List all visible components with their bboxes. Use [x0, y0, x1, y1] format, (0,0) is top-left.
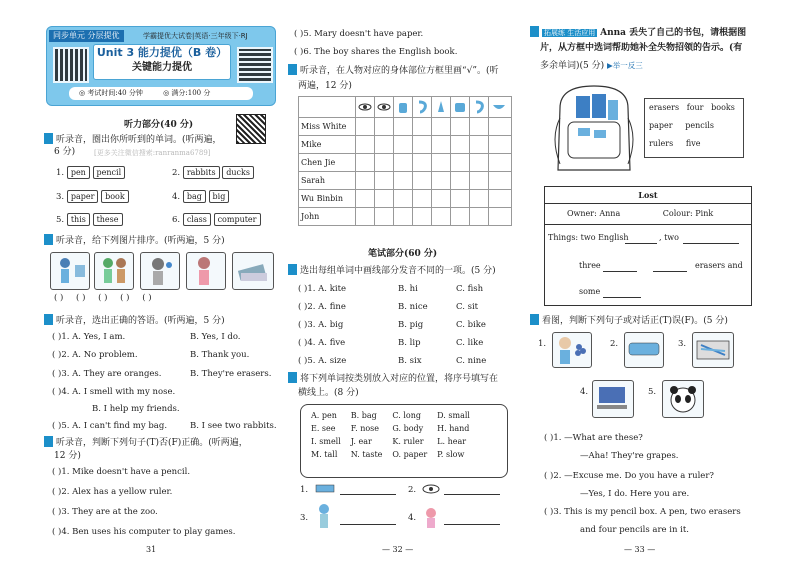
tf-item: ( )2. Alex has a yellow ruler.	[52, 487, 173, 497]
word-choice: 4. bag big	[172, 190, 229, 203]
s5-points: 两遍，12 分)	[298, 81, 352, 91]
phonics-row: ( )3. A. big B. pig C. bike	[298, 320, 486, 330]
word-choice-box	[644, 98, 744, 158]
category-blank: 4.	[408, 513, 417, 523]
unit-subtitle: 关键能力提优	[132, 62, 192, 73]
section-badge-icon	[530, 314, 539, 325]
answer-row: B. I help my friends.	[92, 404, 180, 414]
word-option[interactable]: computer	[214, 213, 261, 226]
tf-item: ( )3. They are at the zoo.	[52, 507, 158, 517]
eye-picture	[422, 484, 440, 494]
word-bank-box	[300, 404, 508, 478]
picture-pencil-box	[692, 332, 734, 368]
order-blank[interactable]: ( )	[54, 293, 64, 303]
tf-item: ( )4. Ben uses his computer to play games.	[52, 527, 236, 537]
example-link[interactable]: ▶举一反三	[607, 61, 643, 70]
answer-line[interactable]	[653, 271, 687, 272]
tf-item: ( )1. Mike doesn't have a pencil.	[52, 467, 191, 477]
exam-score: ◎ 满分:100 分	[163, 89, 211, 97]
answer-line[interactable]	[444, 494, 500, 495]
pic-number: 5.	[648, 387, 657, 397]
answer-line[interactable]	[340, 494, 396, 495]
lost-two: , two	[659, 233, 679, 242]
answer-line[interactable]	[340, 524, 396, 525]
section-badge-icon	[44, 314, 53, 325]
table-row: Wu Binbin	[299, 190, 512, 208]
picture-girl-smell	[186, 252, 226, 290]
unit-header	[46, 26, 276, 106]
section-badge-icon	[288, 372, 297, 383]
lost-title: Lost	[545, 187, 751, 204]
word-row: E. see F. nose G. body H. hand	[311, 424, 470, 433]
bank-word: paper	[649, 121, 673, 130]
picture-children	[94, 252, 134, 290]
category-blank: 1.	[300, 485, 309, 495]
backpack-picture	[546, 78, 642, 178]
tf-item: ( )5. Mary doesn't have paper.	[294, 29, 424, 39]
series-title: 学霸提优大试卷|英语·三年级下·RJ	[143, 32, 248, 40]
page-33	[530, 0, 770, 566]
s7-question-cont: 横线上。(8 分)	[298, 388, 359, 398]
eye-icon	[358, 101, 372, 113]
bank-word: books	[711, 103, 735, 112]
word-option[interactable]: book	[101, 190, 129, 203]
s8-tag: 拓展练 生活应用	[544, 29, 596, 37]
table-row: Chen Jie	[299, 154, 512, 172]
order-blank[interactable]: ( )	[120, 293, 130, 303]
order-blank[interactable]: ( )	[76, 293, 86, 303]
hand-icon	[396, 100, 410, 114]
bank-word: pencils	[685, 121, 715, 130]
listening-title: 听力部分(40 分)	[124, 120, 194, 130]
pic-number: 1.	[538, 339, 547, 349]
word-choice: 3. paper book	[56, 190, 129, 203]
word-option[interactable]: paper	[67, 190, 99, 203]
pic-number: 2.	[610, 339, 619, 349]
table-row: John	[299, 208, 512, 226]
word-choice: 2. rabbits ducks	[172, 166, 254, 179]
word-option[interactable]: ducks	[222, 166, 254, 179]
word-option[interactable]: this	[67, 213, 90, 226]
s4-question: 听录音，判断下列句子(T)否(F)正确。(听两遍，	[44, 436, 248, 449]
s2-question: 听录音，给下列图片排序。(听两遍，5 分)	[44, 234, 225, 247]
lost-owner: Owner: Anna	[567, 209, 621, 218]
section-badge-icon	[44, 436, 53, 447]
answer-line[interactable]	[683, 243, 739, 244]
ear-icon	[472, 100, 486, 114]
s8-question-cont: 片，从方框中选词帮助她补全失物招领的告示。(有	[540, 43, 743, 53]
answer-row: ( )5. A. I can't find my bag. B. I see two rabbits.	[52, 421, 277, 431]
lost-erasers-and: erasers and	[695, 261, 743, 270]
bank-word: erasers	[649, 103, 680, 112]
tf-item: ( )3. This is my pencil box. A pen, two erasers	[544, 507, 741, 517]
word-option[interactable]: big	[209, 190, 230, 203]
watermark: [更多关注微信搜索:ranranma6789]	[94, 149, 211, 157]
bank-word: four	[686, 103, 704, 112]
s7-question: 将下列单词按类别放入对应的位置，将序号填写在	[288, 372, 498, 385]
page-number: — 33 —	[624, 545, 656, 554]
series-tag: 同步单元 分层提优	[49, 30, 124, 42]
lost-some: some	[579, 287, 601, 296]
qr-code-left[interactable]	[53, 47, 89, 83]
page-31	[40, 0, 280, 566]
tall-boy-picture	[312, 502, 336, 530]
page-32	[288, 0, 520, 566]
word-row: I. smell J. ear K. ruler L. hear	[311, 437, 467, 446]
bank-word: five	[685, 139, 701, 148]
bank-word: rulers	[649, 139, 674, 148]
picture-boy-grapes	[552, 332, 592, 368]
section-badge-icon	[530, 26, 539, 37]
phonics-row: ( )5. A. size B. six C. nine	[298, 356, 487, 366]
word-choice: 6. class computer	[172, 213, 261, 226]
order-blank[interactable]: ( )	[142, 293, 152, 303]
answer-row: ( )4. A. I smell with my nose.	[52, 387, 176, 397]
picture-girl	[50, 252, 90, 290]
answer-line[interactable]	[444, 524, 500, 525]
answer-row: ( )3. A. They are oranges. B. They're erasers.	[52, 369, 272, 379]
phonics-row: ( )1. A. kite B. hi C. fish	[298, 284, 484, 294]
order-blank[interactable]: ( )	[98, 293, 108, 303]
picture-ruler	[624, 332, 664, 368]
short-boy-picture	[420, 506, 442, 530]
s8-question-cont2: 多余单词)(5 分) ▶举一反三	[540, 61, 643, 71]
word-option[interactable]: bag	[183, 190, 206, 203]
section-badge-icon	[44, 133, 53, 144]
table-header-row	[299, 97, 512, 118]
tf-item: —Yes, I do. Here you are.	[580, 489, 690, 499]
pic-number: 3.	[678, 339, 687, 349]
lost-owner-row	[545, 204, 751, 225]
word-option[interactable]: rabbits	[183, 166, 220, 179]
word-option[interactable]: these	[93, 213, 123, 226]
word-row: A. pen B. bag C. long D. small	[311, 411, 470, 420]
exam-time: ◎ 考试时间:40 分钟	[79, 89, 143, 97]
nose-icon	[434, 100, 448, 114]
word-choice: 5. this these	[56, 213, 123, 226]
mouth-icon	[491, 101, 507, 113]
eye-icon	[377, 101, 391, 113]
written-title: 笔试部分(60 分)	[368, 249, 438, 259]
lost-notice	[544, 186, 752, 306]
word-choice: 1. pen pencil	[56, 166, 125, 179]
table-row: Mike	[299, 136, 512, 154]
picture-computer	[592, 380, 634, 418]
tf-item: ( )2. —Excuse me. Do you have a ruler?	[544, 471, 714, 481]
table-row: Miss White	[299, 118, 512, 136]
word-option[interactable]: class	[183, 213, 211, 226]
eraser-picture	[314, 482, 336, 494]
lost-colour: Colour: Pink	[662, 209, 714, 218]
s8-question: 拓展练 生活应用 Anna 丢失了自己的书包，请根据图	[530, 26, 746, 39]
s5-question: 听录音，在人物对应的身体部位方框里画“√”。(听	[288, 64, 498, 77]
s9-question: 看图，判断下列句子或对话正(T)误(F)。(5 分)	[530, 314, 728, 327]
pic-number: 4.	[580, 387, 589, 397]
page-number: — 32 —	[382, 545, 414, 554]
phonics-row: ( )2. A. fine B. nice C. sit	[298, 302, 479, 312]
tf-item: and four pencils are in it.	[580, 525, 689, 535]
answer-row: ( )1. A. Yes, I am. B. Yes, I do.	[52, 332, 241, 342]
word-option[interactable]: pencil	[93, 166, 126, 179]
picture-panda	[662, 380, 704, 418]
qr-code-listening[interactable]	[236, 114, 266, 144]
body-parts-table	[298, 96, 512, 226]
category-blank: 3.	[300, 513, 309, 523]
phonics-row: ( )4. A. five B. lip C. like	[298, 338, 484, 348]
exam-info	[69, 87, 253, 100]
picture-boy-ear	[140, 252, 180, 290]
section-badge-icon	[44, 234, 53, 245]
s2-blanks	[54, 292, 152, 304]
word-option[interactable]: pen	[67, 166, 90, 179]
s4-points: 12 分)	[54, 451, 81, 461]
lost-three: three	[579, 261, 601, 270]
s1-question: 听录音，圈出你所听到的单词。(听两遍，	[44, 133, 222, 146]
picture-books	[232, 252, 274, 290]
unit-title-box	[93, 44, 231, 80]
tf-item: —Aha! They're grapes.	[580, 451, 679, 461]
category-blank: 2.	[408, 485, 417, 495]
page-number: 31	[146, 545, 157, 554]
s3-question: 听录音，选出正确的答语。(听两遍，5 分)	[44, 314, 225, 327]
qr-code-right[interactable]	[237, 47, 273, 83]
answer-line[interactable]	[625, 243, 657, 244]
section-badge-icon	[288, 64, 297, 75]
hand-icon	[453, 100, 467, 114]
lost-things: Things: two English	[548, 233, 629, 242]
section-badge-icon	[288, 264, 297, 275]
ear-icon	[415, 100, 429, 114]
s6-question: 选出每组单词中画线部分发音不同的一项。(5 分)	[288, 264, 496, 277]
answer-row: ( )2. A. No problem. B. Thank you.	[52, 350, 250, 360]
table-row: Sarah	[299, 172, 512, 190]
answer-line[interactable]	[603, 271, 637, 272]
s1-points: 6 分)	[54, 147, 76, 157]
tf-item: ( )6. The boy shares the English book.	[294, 47, 458, 57]
word-row: M. tall N. taste O. paper P. slow	[311, 450, 465, 459]
tf-item: ( )1. —What are these?	[544, 433, 643, 443]
answer-line[interactable]	[603, 297, 641, 298]
unit-title: Unit 3 能力提优（B 卷）	[96, 46, 228, 59]
